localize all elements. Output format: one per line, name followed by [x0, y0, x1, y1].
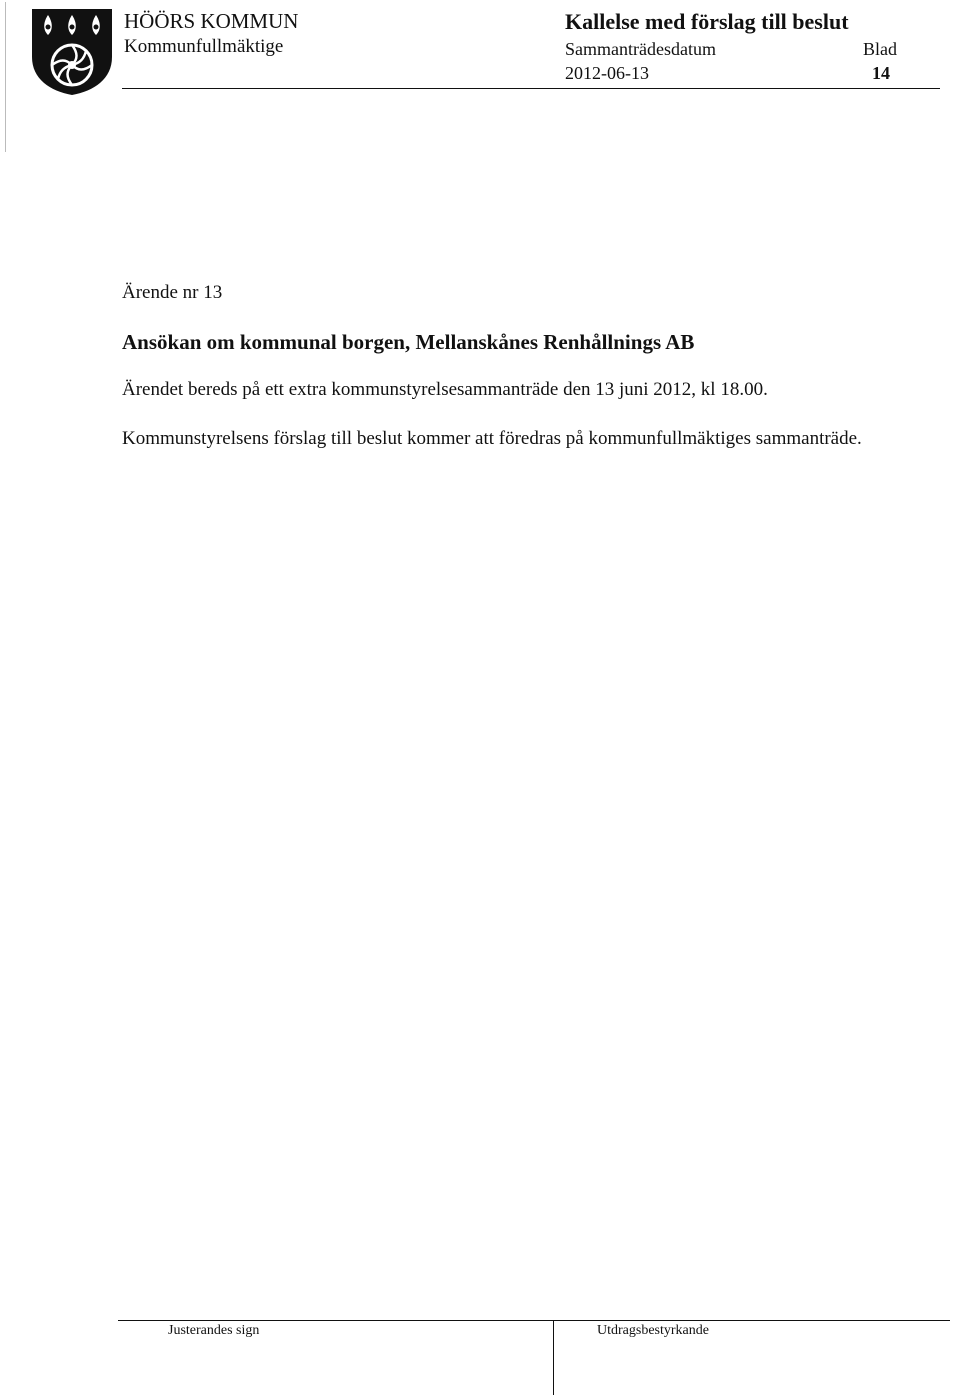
meeting-date: 2012-06-13: [565, 63, 649, 83]
body-paragraph: Ärendet bereds på ett extra kommunstyrelsesammanträde den 13 juni 2012, kl 18.00.: [122, 379, 768, 400]
organization-unit: Kommunfullmäktige: [124, 36, 284, 57]
scan-margin-line: [5, 2, 6, 152]
certification-field-label: Utdragsbestyrkande: [597, 1323, 709, 1338]
footer-column-divider: [553, 1320, 554, 1395]
organization-name: HÖÖRS KOMMUN: [124, 9, 299, 33]
item-number: Ärende nr 13: [122, 282, 223, 303]
meeting-date-label: Sammanträdesdatum: [565, 39, 716, 59]
footer-divider: [118, 1320, 950, 1321]
municipal-crest-icon: [26, 5, 118, 97]
document-title: Kallelse med förslag till beslut: [565, 9, 849, 34]
header-divider: [122, 88, 940, 89]
signature-field-label: Justerandes sign: [168, 1323, 260, 1338]
item-heading: Ansökan om kommunal borgen, Mellanskånes Renhållnings AB: [122, 330, 695, 354]
body-paragraph: Kommunstyrelsens förslag till beslut kommer att föredras på kommunfullmäktiges sammanträde.: [122, 428, 862, 449]
sheet-label: Blad: [863, 39, 897, 59]
sheet-number: 14: [872, 63, 890, 83]
